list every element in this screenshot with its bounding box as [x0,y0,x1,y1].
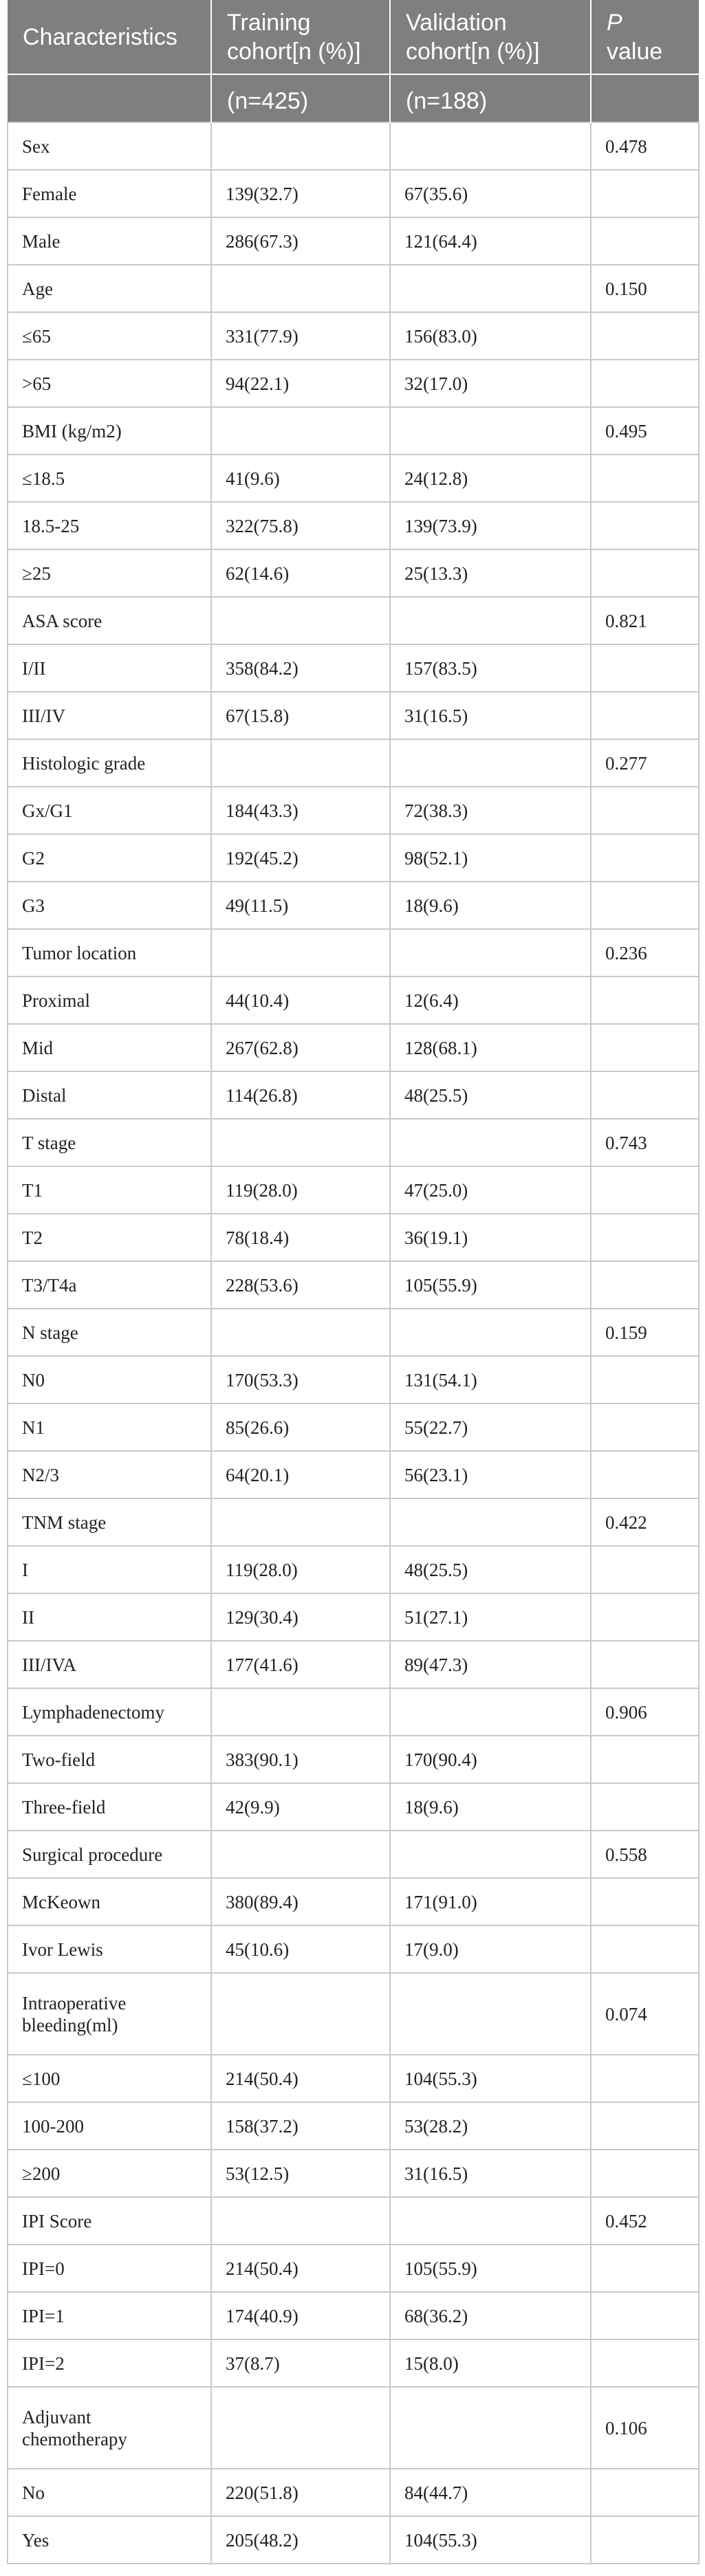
characteristic-cell: Three-field [8,1783,211,1831]
p-label: P [607,9,622,36]
table-row [8,1641,699,1688]
training-cell: 129(30.4) [211,1593,390,1641]
validation-cell [390,1831,591,1878]
validation-cell: 18(9.6) [390,882,591,929]
training-cell [211,2387,390,2469]
validation-cell: 171(91.0) [390,1878,591,1925]
table-row [8,455,699,502]
characteristic-cell: IPI=1 [8,2292,211,2339]
p-value-cell: 0.743 [591,1119,699,1166]
training-cell: 170(53.3) [211,1356,390,1404]
training-cell [211,265,390,312]
p-value-cell [591,1641,699,1688]
validation-cell [390,122,591,170]
validation-cell: 48(25.5) [390,1071,591,1119]
table-row [8,787,699,834]
training-cell: 214(50.4) [211,2245,390,2292]
characteristic-cell: Male [8,217,211,265]
table-row [8,1878,699,1925]
table-row [8,2102,699,2150]
characteristic-cell: Adjuvant chemotherapy [8,2387,211,2469]
table-row [8,312,699,360]
validation-cell: 157(83.5) [390,644,591,692]
validation-cell: 55(22.7) [390,1404,591,1451]
training-cell: 158(37.2) [211,2102,390,2150]
validation-cell [390,1309,591,1356]
validation-cell: 104(55.3) [390,2055,591,2102]
characteristic-cell: McKeown [8,1878,211,1925]
p-value-cell [591,2102,699,2150]
validation-cell [390,1973,591,2055]
p-value-cell: 0.452 [591,2197,699,2245]
p-value-cell: 0.277 [591,739,699,787]
table-body [8,122,699,2564]
training-cell: 358(84.2) [211,644,390,692]
validation-cell: 170(90.4) [390,1736,591,1783]
training-cell: 267(62.8) [211,1024,390,1071]
validation-cell: 105(55.9) [390,1261,591,1309]
training-cell: 85(26.6) [211,1404,390,1451]
p-value-cell: 0.159 [591,1309,699,1356]
header-training-count: (n=425) [211,74,390,122]
validation-cell [390,1688,591,1736]
characteristic-cell: I [8,1546,211,1593]
table-row [8,265,699,312]
table-row [8,1593,699,1641]
characteristic-cell: IPI=0 [8,2245,211,2292]
table-row [8,2469,699,2516]
p-value-cell [591,692,699,739]
validation-cell: 131(54.1) [390,1356,591,1404]
p-value-cell: 0.422 [591,1498,699,1546]
training-cell [211,1119,390,1166]
validation-cell: 128(68.1) [390,1024,591,1071]
p-value-cell [591,1878,699,1925]
table-row [8,1404,699,1451]
validation-cell: 15(8.0) [390,2339,591,2387]
validation-cell: 89(47.3) [390,1641,591,1688]
characteristic-cell: III/IV [8,692,211,739]
header-count-blank-p [591,74,699,122]
validation-cell: 36(19.1) [390,1214,591,1261]
table-row [8,2292,699,2339]
training-cell: 44(10.4) [211,976,390,1024]
characteristic-cell: Ivor Lewis [8,1925,211,1973]
validation-cell: 98(52.1) [390,834,591,882]
validation-cell: 32(17.0) [390,360,591,407]
validation-cell [390,2197,591,2245]
validation-cell: 104(55.3) [390,2516,591,2564]
characteristic-cell: T3/T4a [8,1261,211,1309]
training-cell: 62(14.6) [211,549,390,597]
p-value-cell [591,1024,699,1071]
table-row [8,976,699,1024]
header-p-value [591,0,699,74]
table-row [8,1309,699,1356]
validation-cell: 51(27.1) [390,1593,591,1641]
validation-cell [390,265,591,312]
table-row [8,1498,699,1546]
table-row [8,122,699,170]
table-row [8,2339,699,2387]
training-cell: 139(32.7) [211,170,390,217]
table-row [8,1736,699,1783]
training-cell: 49(11.5) [211,882,390,929]
header-row [8,0,699,74]
validation-cell: 47(25.0) [390,1166,591,1214]
validation-cell: 121(64.4) [390,217,591,265]
training-cell: 53(12.5) [211,2150,390,2197]
header-validation-cohort: Validation cohort[n (%)] [390,0,591,74]
p-value-cell [591,2292,699,2339]
characteristic-cell: II [8,1593,211,1641]
table-row [8,407,699,455]
p-value-cell [591,217,699,265]
p-value-cell [591,882,699,929]
table-row [8,644,699,692]
training-cell: 331(77.9) [211,312,390,360]
validation-cell: 72(38.3) [390,787,591,834]
characteristic-cell: Yes [8,2516,211,2564]
training-cell [211,407,390,455]
p-value-cell: 0.478 [591,122,699,170]
p-value-cell: 0.236 [591,929,699,976]
p-value-cell [591,1356,699,1404]
training-cell [211,739,390,787]
training-cell [211,1498,390,1546]
characteristic-cell: G3 [8,882,211,929]
validation-cell: 25(13.3) [390,549,591,597]
training-cell [211,1309,390,1356]
characteristic-cell: Surgical procedure [8,1831,211,1878]
training-cell: 322(75.8) [211,502,390,549]
training-cell: 174(40.9) [211,2292,390,2339]
training-cell: 37(8.7) [211,2339,390,2387]
header-characteristics: Characteristics [8,0,211,74]
p-value-cell [591,644,699,692]
table-row [8,1166,699,1214]
characteristic-cell: ≥25 [8,549,211,597]
table-row [8,929,699,976]
p-value-cell [591,1451,699,1498]
characteristic-cell: ≥200 [8,2150,211,2197]
table-row [8,739,699,787]
training-cell [211,597,390,644]
p-value-cell: 0.106 [591,2387,699,2469]
table-row [8,1119,699,1166]
p-value-cell [591,834,699,882]
validation-cell: 67(35.6) [390,170,591,217]
validation-cell: 18(9.6) [390,1783,591,1831]
characteristic-cell: Lymphadenectomy [8,1688,211,1736]
p-value-cell [591,787,699,834]
p-value-cell [591,1214,699,1261]
training-cell: 119(28.0) [211,1166,390,1214]
table-row [8,692,699,739]
p-value-cell: 0.906 [591,1688,699,1736]
p-value-cell [591,455,699,502]
characteristic-cell: N1 [8,1404,211,1451]
training-cell [211,122,390,170]
characteristic-cell: T stage [8,1119,211,1166]
validation-cell: 84(44.7) [390,2469,591,2516]
p-value-cell: 0.495 [591,407,699,455]
validation-cell: 31(16.5) [390,692,591,739]
training-cell: 177(41.6) [211,1641,390,1688]
table-row [8,1973,699,2055]
training-cell [211,1688,390,1736]
table-row [8,1071,699,1119]
table-container [7,0,698,2564]
validation-cell: 31(16.5) [390,2150,591,2197]
p-value-cell: 0.074 [591,1973,699,2055]
characteristic-cell: ≤65 [8,312,211,360]
validation-cell [390,739,591,787]
table-row [8,1925,699,1973]
characteristic-cell: >65 [8,360,211,407]
p-value-cell: 0.150 [591,265,699,312]
p-value-cell [591,2245,699,2292]
table-row [8,2245,699,2292]
training-cell: 286(67.3) [211,217,390,265]
table-row [8,1261,699,1309]
characteristic-cell: IPI=2 [8,2339,211,2387]
p-value-cell [591,2150,699,2197]
characteristic-cell: BMI (kg/m2) [8,407,211,455]
p-value-cell [591,1736,699,1783]
characteristic-cell: N2/3 [8,1451,211,1498]
table-row [8,502,699,549]
characteristic-cell: Gx/G1 [8,787,211,834]
table-row [8,1356,699,1404]
p-value-cell [591,1593,699,1641]
table-row [8,2055,699,2102]
training-cell: 383(90.1) [211,1736,390,1783]
table-row [8,882,699,929]
training-cell [211,929,390,976]
validation-cell [390,1119,591,1166]
validation-cell [390,597,591,644]
characteristic-cell: 100-200 [8,2102,211,2150]
table-row [8,360,699,407]
characteristics-table [7,0,699,2564]
characteristic-cell: I/II [8,644,211,692]
training-cell: 45(10.6) [211,1925,390,1973]
table-row [8,217,699,265]
characteristic-cell: ≤18.5 [8,455,211,502]
characteristic-cell: N0 [8,1356,211,1404]
validation-cell: 53(28.2) [390,2102,591,2150]
validation-cell: 24(12.8) [390,455,591,502]
training-cell: 42(9.9) [211,1783,390,1831]
training-cell: 192(45.2) [211,834,390,882]
table-row [8,597,699,644]
table-row [8,2516,699,2564]
training-cell: 228(53.6) [211,1261,390,1309]
characteristic-cell: IPI Score [8,2197,211,2245]
p-value-cell [591,549,699,597]
characteristic-cell: Intraoperative bleeding(ml) [8,1973,211,2055]
header-count-blank [8,74,211,122]
p-value-cell [591,170,699,217]
training-cell: 64(20.1) [211,1451,390,1498]
validation-cell: 17(9.0) [390,1925,591,1973]
table-row [8,834,699,882]
p-value-cell [591,2516,699,2564]
p-value-cell [591,1166,699,1214]
validation-cell [390,929,591,976]
validation-cell: 156(83.0) [390,312,591,360]
training-cell: 78(18.4) [211,1214,390,1261]
table-row [8,1831,699,1878]
table-row [8,1546,699,1593]
validation-cell [390,2387,591,2469]
training-cell: 114(26.8) [211,1071,390,1119]
training-cell: 184(43.3) [211,787,390,834]
p-value-cell [591,1783,699,1831]
training-cell: 220(51.8) [211,2469,390,2516]
p-value-cell [591,2055,699,2102]
characteristic-cell: Mid [8,1024,211,1071]
p-value-cell [591,976,699,1024]
training-cell: 67(15.8) [211,692,390,739]
p-value-cell [591,1925,699,1973]
training-cell [211,1831,390,1878]
characteristic-cell: TNM stage [8,1498,211,1546]
characteristic-cell: Age [8,265,211,312]
header-validation-count: (n=188) [390,74,591,122]
p-value-cell: 0.821 [591,597,699,644]
validation-cell: 105(55.9) [390,2245,591,2292]
table-row [8,1451,699,1498]
table-row [8,2150,699,2197]
p-value-cell [591,2469,699,2516]
characteristic-cell: No [8,2469,211,2516]
characteristic-cell: Distal [8,1071,211,1119]
p-value-cell [591,312,699,360]
table-row [8,2197,699,2245]
table-row [8,1024,699,1071]
validation-cell [390,407,591,455]
training-cell: 41(9.6) [211,455,390,502]
characteristic-cell: Sex [8,122,211,170]
validation-cell: 139(73.9) [390,502,591,549]
p-value-cell [591,1404,699,1451]
validation-cell: 56(23.1) [390,1451,591,1498]
p-value-cell [591,2339,699,2387]
characteristic-cell: 18.5-25 [8,502,211,549]
table-row [8,1214,699,1261]
p-value-cell [591,502,699,549]
training-cell: 94(22.1) [211,360,390,407]
training-cell: 119(28.0) [211,1546,390,1593]
characteristic-cell: N stage [8,1309,211,1356]
validation-cell: 12(6.4) [390,976,591,1024]
table-row [8,1783,699,1831]
characteristic-cell: III/IVA [8,1641,211,1688]
characteristic-cell: T1 [8,1166,211,1214]
training-cell: 214(50.4) [211,2055,390,2102]
validation-cell: 48(25.5) [390,1546,591,1593]
training-cell [211,1973,390,2055]
p-value-cell [591,1261,699,1309]
table-row [8,170,699,217]
characteristic-cell: T2 [8,1214,211,1261]
p-value-cell [591,1071,699,1119]
characteristic-cell: Two-field [8,1736,211,1783]
characteristic-cell: ≤100 [8,2055,211,2102]
characteristic-cell: Proximal [8,976,211,1024]
p-value-cell: 0.558 [591,1831,699,1878]
characteristic-cell: Histologic grade [8,739,211,787]
table-row [8,2387,699,2469]
p-value-cell [591,360,699,407]
table-row [8,549,699,597]
validation-cell [390,1498,591,1546]
value-label: value [607,38,663,65]
header-count-row [8,74,699,122]
training-cell: 205(48.2) [211,2516,390,2564]
header-training-cohort: Training cohort[n (%)] [211,0,390,74]
characteristic-cell: G2 [8,834,211,882]
training-cell: 380(89.4) [211,1878,390,1925]
table-row [8,1688,699,1736]
validation-cell: 68(36.2) [390,2292,591,2339]
p-value-cell [591,1546,699,1593]
characteristic-cell: Female [8,170,211,217]
characteristic-cell: Tumor location [8,929,211,976]
characteristic-cell: ASA score [8,597,211,644]
training-cell [211,2197,390,2245]
